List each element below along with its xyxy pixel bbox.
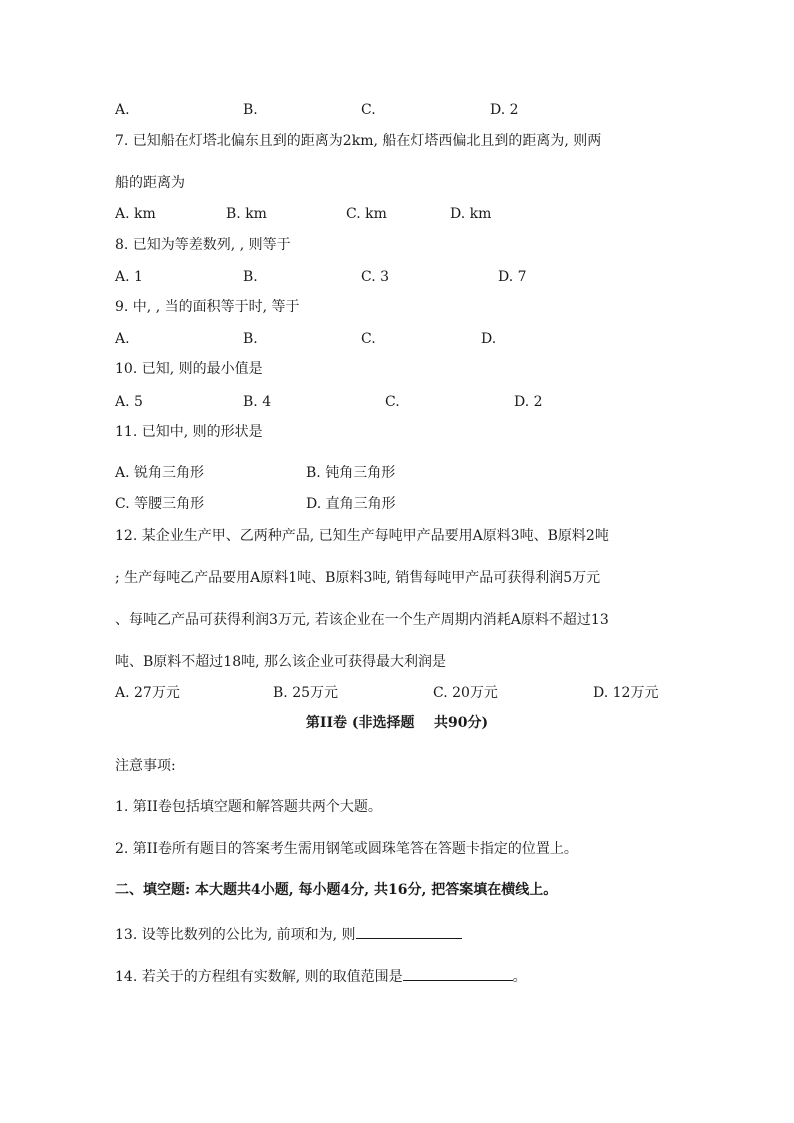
notes-item-2: 2. 第II卷所有题目的答案考生需用钢笔或圆珠笔答在答题卡指定的位置上。 — [115, 841, 578, 857]
q12-text-line1: 12. 某企业生产甲、乙两种产品, 已知生产每吨甲产品要用A原料3吨、B原料2吨 — [115, 528, 609, 544]
q7-text-line1: 7. 已知船在灯塔北偏东且到的距离为2km, 船在灯塔西偏北且到的距离为, 则两 — [115, 133, 602, 149]
q12-text-line3: 、每吨乙产品可获得利润3万元, 若该企业在一个生产周期内消耗A原料不超过13 — [115, 612, 609, 628]
q8-option-a: A. 1 — [115, 269, 143, 285]
q9-option-b: B. — [243, 331, 258, 347]
q11-text: 11. 已知中, 则的形状是 — [115, 424, 263, 440]
q6-option-b: B. — [243, 102, 258, 118]
q12-text-line4: 吨、B原料不超过18吨, 那么该企业可获得最大利润是 — [115, 654, 447, 670]
q11-option-c: C. 等腰三角形 — [115, 496, 205, 512]
q11-option-b: B. 钝角三角形 — [306, 465, 396, 481]
q12-option-a: A. 27万元 — [115, 685, 180, 701]
q10-option-a: A. 5 — [115, 394, 143, 410]
q13-answer-blank — [356, 922, 462, 939]
q13-text: 13. 设等比数列的公比为, 前项和为, 则 — [115, 927, 356, 943]
q12-option-c: C. 20万元 — [433, 685, 498, 701]
q11-option-d: D. 直角三角形 — [306, 496, 396, 512]
q12-option-d: D. 12万元 — [593, 685, 659, 701]
q12-option-b: B. 25万元 — [273, 685, 339, 701]
notes-item-1: 1. 第II卷包括填空题和解答题共两个大题。 — [115, 799, 382, 815]
section-title: 第II卷 (非选择题 共90分) — [305, 715, 489, 731]
q6-option-d: D. 2 — [490, 102, 519, 118]
q13 — [115, 922, 462, 945]
q10-text: 10. 已知, 则的最小值是 — [115, 361, 263, 377]
q8-option-b: B. — [243, 269, 258, 285]
q9-option-d: D. — [481, 331, 497, 347]
q14 — [115, 964, 527, 987]
q10-option-c: C. — [385, 394, 400, 410]
q11-option-a: A. 锐角三角形 — [115, 465, 205, 481]
q8-text: 8. 已知为等差数列, , 则等于 — [115, 237, 291, 253]
q8-option-d: D. 7 — [498, 269, 527, 285]
q7-option-a: A. km — [115, 206, 156, 222]
q9-text: 9. 中, , 当的面积等于时, 等于 — [115, 299, 300, 315]
q8-option-c: C. 3 — [361, 269, 390, 285]
q7-option-d: D. km — [450, 206, 492, 222]
q10-option-d: D. 2 — [514, 394, 543, 410]
q10-option-b: B. 4 — [243, 394, 272, 410]
part2-heading: 二、填空题: 本大题共4小题, 每小题4分, 共16分, 把答案填在横线上。 — [115, 882, 558, 898]
notes-heading: 注意事项: — [115, 758, 176, 774]
q6-option-c: C. — [361, 102, 376, 118]
q7-option-c: C. km — [346, 206, 387, 222]
q14-answer-blank — [403, 964, 513, 981]
q9-option-a: A. — [115, 331, 130, 347]
q14-suffix: 。 — [512, 969, 527, 985]
q14-text: 14. 若关于的方程组有实数解, 则的取值范围是 — [115, 969, 403, 985]
q7-option-b: B. km — [226, 206, 267, 222]
q9-option-c: C. — [361, 331, 376, 347]
q12-text-line2: ; 生产每吨乙产品要用A原料1吨、B原料3吨, 销售每吨甲产品可获得利润5万元 — [115, 570, 601, 586]
q7-text-line2: 船的距离为 — [115, 175, 185, 191]
q6-option-a: A. — [115, 102, 130, 118]
